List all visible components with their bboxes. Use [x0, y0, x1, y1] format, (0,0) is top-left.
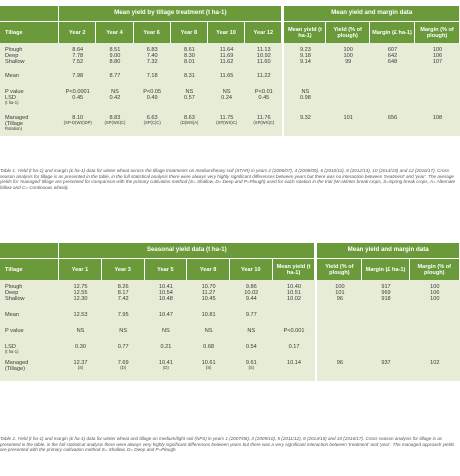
table-cell	[59, 359, 102, 381]
cell-value: NS	[111, 89, 119, 95]
column-header: Margin (% of plough)	[415, 21, 460, 43]
cell-value: 8.10	[72, 115, 84, 121]
table-cell	[362, 343, 409, 359]
table-cell	[171, 72, 208, 88]
table-cell	[102, 343, 145, 359]
table-row	[0, 343, 460, 359]
table-cell	[415, 72, 460, 88]
row-label	[0, 114, 59, 136]
table-cell	[282, 88, 326, 114]
table-cell	[171, 114, 208, 136]
cell-value: 7.40	[146, 53, 158, 60]
row-label-line: (t ha-1)	[5, 100, 19, 106]
row-label-line: (t ha-1)	[5, 349, 19, 355]
group-spacer	[0, 6, 59, 21]
cell-value: NS	[247, 328, 256, 334]
table-cell	[96, 72, 133, 88]
table-cell	[96, 114, 133, 136]
row-label-line: Shallow	[5, 296, 25, 303]
cell-value: 99	[345, 59, 352, 66]
column-header: Year 6	[134, 21, 171, 43]
cell-value: (SP(WS)C)	[104, 120, 126, 126]
cell-value: 607	[387, 47, 398, 53]
cell-value: 106	[432, 53, 443, 60]
cell-value: 10.14	[287, 360, 301, 366]
row-label-line: Managed	[5, 115, 29, 121]
cell-value: 10.47	[158, 312, 173, 318]
cell-value: 106	[430, 290, 440, 297]
cell-value: 100	[430, 284, 440, 290]
cell-value: 9.44	[245, 296, 257, 303]
table-row	[0, 72, 460, 88]
table-cell	[59, 343, 102, 359]
table-row	[0, 283, 460, 311]
table-cell	[102, 327, 145, 343]
table-cell	[273, 359, 316, 381]
column-header: Mean yield (t ha-1)	[282, 21, 326, 43]
cell-value: 648	[387, 59, 398, 66]
cell-value: 0.17	[288, 344, 300, 350]
cell-value: NS	[204, 328, 213, 334]
table-cell	[208, 46, 245, 72]
cell-value: 9.86	[245, 284, 257, 290]
table-cell	[59, 311, 102, 327]
table-2-caption: Table 2. Yield (t ha-1) and margin (£ ha-1) data for winter wheat and tillage on medium/light soil (NFS) in years 1 (2007/08), 3 (2009/10), 5 (2011/12), 8 (2014/15) and 10 (2016/17). Cross season analysis for tillage is as presented in the table, in the full statistical analysis there were always very highly significant differences between years but there was a very significant interaction between 'treatment' and 'year'. The managed approach yields are presented with the primary cultivation method S= Shallow, D= Deep and P=Plough.	[0, 436, 455, 453]
table-cell	[410, 327, 460, 343]
table-cell	[102, 311, 145, 327]
table-cell	[230, 359, 273, 381]
row-label-line: Rotation)	[5, 126, 22, 132]
table-cell	[102, 283, 145, 311]
table-cell	[362, 311, 409, 327]
cell-value: 12.53	[73, 312, 88, 318]
table-cell	[245, 46, 282, 72]
table-cell	[145, 311, 188, 327]
cell-value: NS	[301, 89, 310, 95]
table-cell	[326, 72, 370, 88]
table-cell	[315, 311, 362, 327]
cell-value: 11.62	[219, 59, 234, 66]
column-header: Margin (% of plough)	[410, 258, 460, 280]
table-cell	[59, 114, 96, 136]
cell-value: 8.63	[183, 115, 195, 121]
table-cell	[326, 88, 370, 114]
group-label-right: Mean yield and margin data	[315, 243, 460, 258]
cell-value: 0.45	[72, 95, 84, 102]
table-cell	[187, 359, 230, 381]
table-cell	[282, 114, 326, 136]
column-header: Year 10	[208, 21, 245, 43]
table-cell	[326, 46, 370, 72]
table-cell	[59, 46, 96, 72]
row-label	[0, 359, 59, 381]
column-header: Year 10	[230, 258, 273, 280]
row-label	[0, 88, 59, 114]
cell-value: (S)	[248, 365, 255, 371]
cell-value: 100	[343, 47, 353, 53]
cell-value: 8.83	[109, 115, 121, 121]
table-1-column-headers	[0, 21, 460, 43]
cell-value: 107	[432, 59, 443, 66]
cell-value: P<0.001	[283, 328, 305, 334]
cell-value: 100	[343, 53, 353, 60]
table-cell	[230, 327, 273, 343]
table-cell	[59, 88, 96, 114]
table-cell	[134, 72, 171, 88]
cell-value: 10.92	[256, 53, 271, 60]
cell-value: 11.64	[219, 47, 234, 53]
table-cell	[145, 359, 188, 381]
cell-value: 0.42	[109, 95, 121, 102]
table-cell	[102, 359, 145, 381]
table-cell	[96, 88, 133, 114]
cell-value: 8.17	[117, 290, 129, 297]
row-label	[0, 343, 59, 359]
cell-value: 96	[336, 360, 344, 366]
cell-value: 8.51	[109, 47, 121, 53]
table-cell	[415, 88, 460, 114]
cell-value: 12.30	[73, 296, 88, 303]
cell-value: 10.51	[287, 290, 301, 297]
table-cell	[415, 114, 460, 136]
table-2-column-headers	[0, 258, 460, 280]
group-label-right: Mean yield and margin data	[282, 6, 460, 21]
table-1	[0, 6, 460, 136]
row-label-line: Plough	[5, 284, 23, 290]
cell-value: 7.78	[72, 53, 84, 60]
cell-value: 8.64	[72, 47, 84, 53]
cell-value: 8.01	[183, 59, 195, 66]
table-cell	[415, 46, 460, 72]
table-cell	[315, 327, 362, 343]
group-spacer	[0, 243, 59, 258]
cell-value: 656	[387, 115, 398, 121]
cell-value: 0.30	[75, 344, 86, 350]
cell-value: NS	[162, 328, 170, 334]
table-cell	[370, 72, 415, 88]
column-header: Year 1	[59, 258, 102, 280]
cell-value: 0.49	[146, 95, 158, 102]
table-cell	[187, 327, 230, 343]
row-label-line: (Tillage)	[5, 366, 25, 373]
column-header: Tillage	[0, 21, 59, 43]
cell-value: 0.68	[203, 344, 215, 350]
row-label-line: Shallow	[5, 59, 25, 66]
row-label-line: Plough	[5, 47, 23, 53]
cell-value: 9.14	[299, 59, 311, 66]
table-cell	[145, 283, 188, 311]
column-header: Year 8	[171, 21, 208, 43]
table-cell	[59, 72, 96, 88]
cell-value: 8.80	[109, 59, 121, 66]
cell-value: 10.45	[201, 296, 216, 303]
table-cell	[315, 283, 362, 311]
cell-value: 100	[430, 296, 440, 303]
table-cell	[282, 46, 326, 72]
cell-value: 11.27	[201, 290, 216, 297]
cell-value: 0.24	[221, 95, 233, 102]
cell-value: 96	[336, 296, 344, 303]
cell-value: 9.18	[299, 53, 311, 60]
table-cell	[208, 114, 245, 136]
column-header: Tillage	[0, 258, 59, 280]
row-label	[0, 311, 59, 327]
table-cell	[362, 359, 409, 381]
cell-value: 10.41	[158, 360, 173, 366]
row-label-line: Managed	[5, 360, 29, 366]
table-cell	[282, 72, 326, 88]
table-cell	[134, 88, 171, 114]
cell-value: 7.52	[72, 59, 84, 66]
table-row	[0, 359, 460, 381]
table-2-group-header	[0, 243, 460, 258]
table-1-caption: Table 1. Yield (t ha-1) and margin (£ ha-1) data for winter wheat across the tillage treatments on medium/heavy soil (STAR) in years 2 (2006/07), 4 (2008/09), 6 (2010/11), 8 (2012/13), 10 (2014/15) and 12 (2016/17). Cross season analysis for tillage is as presented in the table, in the full statistical analysis there were always very highly significant differences between years but there was no interaction between 'treatment' and 'year'. The average yields for 'managed' tillage are presented for comparison with the primary cultivation method (S= Shallow, D= Deep and P=Plough) used for each rotation in the trial (W=Winter break crops, S=Spring break crops, A= Alternate fallow and C= Continuous wheat).	[0, 168, 456, 190]
row-label	[0, 72, 59, 88]
cell-value: 100	[432, 47, 443, 53]
cell-value: 6.63	[146, 115, 158, 121]
cell-value: 11.60	[257, 59, 271, 66]
cell-value: P<0.0001	[65, 89, 90, 95]
cell-value: (SP-D(WS)DP)	[63, 120, 92, 126]
cell-value: (S)	[205, 365, 212, 371]
row-label-line: P value	[5, 328, 24, 334]
table-1-group-header	[0, 6, 460, 21]
cell-value: 8.31	[183, 73, 195, 79]
column-header: Year 5	[145, 258, 188, 280]
row-label-line: Deep	[5, 53, 19, 60]
column-header: Mean yield (t ha-1)	[273, 258, 316, 280]
cell-value: 10.54	[158, 290, 173, 297]
cell-value: 8.77	[109, 73, 121, 79]
cell-value: 9.61	[245, 360, 257, 366]
cell-value: 10.70	[201, 284, 216, 290]
cell-value: 7.42	[117, 296, 129, 303]
cell-value: 11.76	[257, 115, 271, 121]
cell-value: 10.48	[158, 296, 173, 303]
cell-value: 10.40	[287, 284, 301, 290]
column-header: Yield (% of plough)	[315, 258, 362, 280]
cell-value: 11.75	[219, 115, 234, 121]
table-cell	[370, 46, 415, 72]
cell-value: 10.81	[201, 312, 216, 318]
cell-value: 100	[335, 284, 345, 290]
cell-value: 7.98	[72, 73, 84, 79]
table-cell	[362, 327, 409, 343]
table-cell	[273, 327, 316, 343]
table-cell	[245, 88, 282, 114]
cell-value: (SP(WS)C)	[216, 120, 238, 126]
cell-value: 102	[430, 360, 440, 366]
cell-value: (S)	[77, 365, 84, 371]
table-cell	[245, 72, 282, 88]
table-cell	[187, 311, 230, 327]
cell-value: NS	[76, 328, 85, 334]
column-header: Year 3	[102, 258, 145, 280]
cell-value: 12.37	[73, 360, 88, 366]
cell-value: 0.77	[117, 344, 129, 350]
cell-value: 9.77	[245, 312, 257, 318]
row-label-line: (Tillage	[5, 121, 24, 128]
cell-value: 101	[335, 290, 345, 297]
row-label	[0, 283, 59, 311]
table-row	[0, 327, 460, 343]
table-cell	[208, 72, 245, 88]
row-label-line: P value	[5, 89, 24, 95]
table-cell	[59, 327, 102, 343]
cell-value: (SP(C)C)	[143, 120, 161, 126]
table-cell	[230, 343, 273, 359]
table-cell	[315, 359, 362, 381]
cell-value: 12.55	[73, 290, 88, 297]
cell-value: 0.45	[258, 95, 270, 102]
cell-value: 7.18	[146, 73, 158, 79]
table-cell	[410, 343, 460, 359]
cell-value: (D)	[162, 365, 169, 371]
cell-value: 6.83	[146, 47, 158, 53]
table-cell	[96, 46, 133, 72]
table-cell	[326, 114, 370, 136]
row-label-line: LSD	[5, 344, 16, 350]
cell-value: 11.13	[257, 47, 271, 53]
cell-value: 11.69	[219, 53, 234, 60]
column-header: Year 12	[245, 21, 282, 43]
cell-value: 10.41	[158, 284, 173, 290]
table-cell	[187, 283, 230, 311]
table-cell	[145, 327, 188, 343]
table-cell	[187, 343, 230, 359]
table-cell	[230, 283, 273, 311]
table-cell	[171, 88, 208, 114]
cell-value: 0.98	[299, 95, 311, 102]
cell-value: 9.00	[109, 53, 121, 60]
cell-value: 0.54	[245, 344, 257, 350]
table-cell	[370, 88, 415, 114]
table-cell	[273, 283, 316, 311]
cell-value: 0.57	[183, 95, 195, 102]
cell-value: 11.22	[257, 73, 271, 79]
row-label	[0, 46, 59, 72]
cell-value: (SP(WS)C)	[253, 120, 275, 126]
cell-value: 7.69	[117, 360, 129, 366]
cell-value: 7.32	[146, 59, 158, 66]
cell-value: 108	[432, 115, 443, 121]
cell-value: P<0.05	[143, 89, 162, 95]
cell-value: 10.61	[201, 360, 216, 366]
table-row	[0, 46, 460, 72]
table-cell	[273, 343, 316, 359]
table-cell	[362, 283, 409, 311]
table-cell	[145, 343, 188, 359]
table-cell	[171, 46, 208, 72]
column-header: Margin (£ ha-1)	[370, 21, 415, 43]
cell-value: 937	[381, 360, 391, 366]
row-label-line: Deep	[5, 290, 19, 297]
row-label-line: Mean	[5, 312, 19, 318]
table-cell	[134, 46, 171, 72]
table-cell	[208, 88, 245, 114]
cell-value: 0.21	[160, 344, 172, 350]
group-label-left: Seasonal yield data (t ha-1)	[59, 243, 315, 258]
cell-value: 9.23	[299, 47, 311, 53]
column-header: Year 8	[187, 258, 230, 280]
table-cell	[410, 283, 460, 311]
cell-value: 969	[381, 290, 391, 297]
table-2	[0, 243, 460, 381]
table-cell	[273, 311, 316, 327]
table-cell	[410, 359, 460, 381]
cell-value: 9.32	[299, 115, 311, 121]
cell-value: 917	[381, 284, 391, 290]
cell-value: 11.65	[219, 73, 234, 79]
cell-value: 101	[343, 115, 353, 121]
table-cell	[59, 283, 102, 311]
row-label-line: Mean	[5, 73, 19, 79]
table-cell	[134, 114, 171, 136]
cell-value: 10.02	[287, 296, 301, 303]
table-cell	[230, 311, 273, 327]
cell-value: 12.75	[73, 284, 88, 290]
column-header: Year 2	[59, 21, 96, 43]
column-header: Year 4	[96, 21, 133, 43]
cell-value: (D(WS)A)	[180, 120, 199, 126]
column-header: Yield (% of plough)	[326, 21, 370, 43]
cell-value: 8.30	[183, 53, 195, 60]
table-cell	[370, 114, 415, 136]
table-cell	[245, 114, 282, 136]
table-cell	[410, 311, 460, 327]
group-label-left: Mean yield by tillage treatment (t ha-1)	[59, 6, 282, 21]
row-label-line: LSD	[5, 95, 16, 102]
cell-value: 8.61	[183, 47, 195, 53]
cell-value: 8.26	[117, 284, 129, 290]
table-row	[0, 114, 460, 136]
row-label	[0, 327, 59, 343]
cell-value: (D)	[120, 365, 127, 371]
cell-value: 10.02	[244, 290, 259, 297]
cell-value: 7.95	[117, 312, 129, 318]
cell-value: NS	[185, 89, 194, 95]
table-row	[0, 311, 460, 327]
cell-value: NS	[119, 328, 128, 334]
column-header: Margin (£ ha-1)	[362, 258, 409, 280]
cell-value: 918	[381, 296, 391, 303]
table-cell	[315, 343, 362, 359]
cell-value: P<0.01	[254, 89, 273, 95]
cell-value: NS	[222, 89, 231, 95]
cell-value: 642	[387, 53, 398, 60]
table-row	[0, 88, 460, 114]
